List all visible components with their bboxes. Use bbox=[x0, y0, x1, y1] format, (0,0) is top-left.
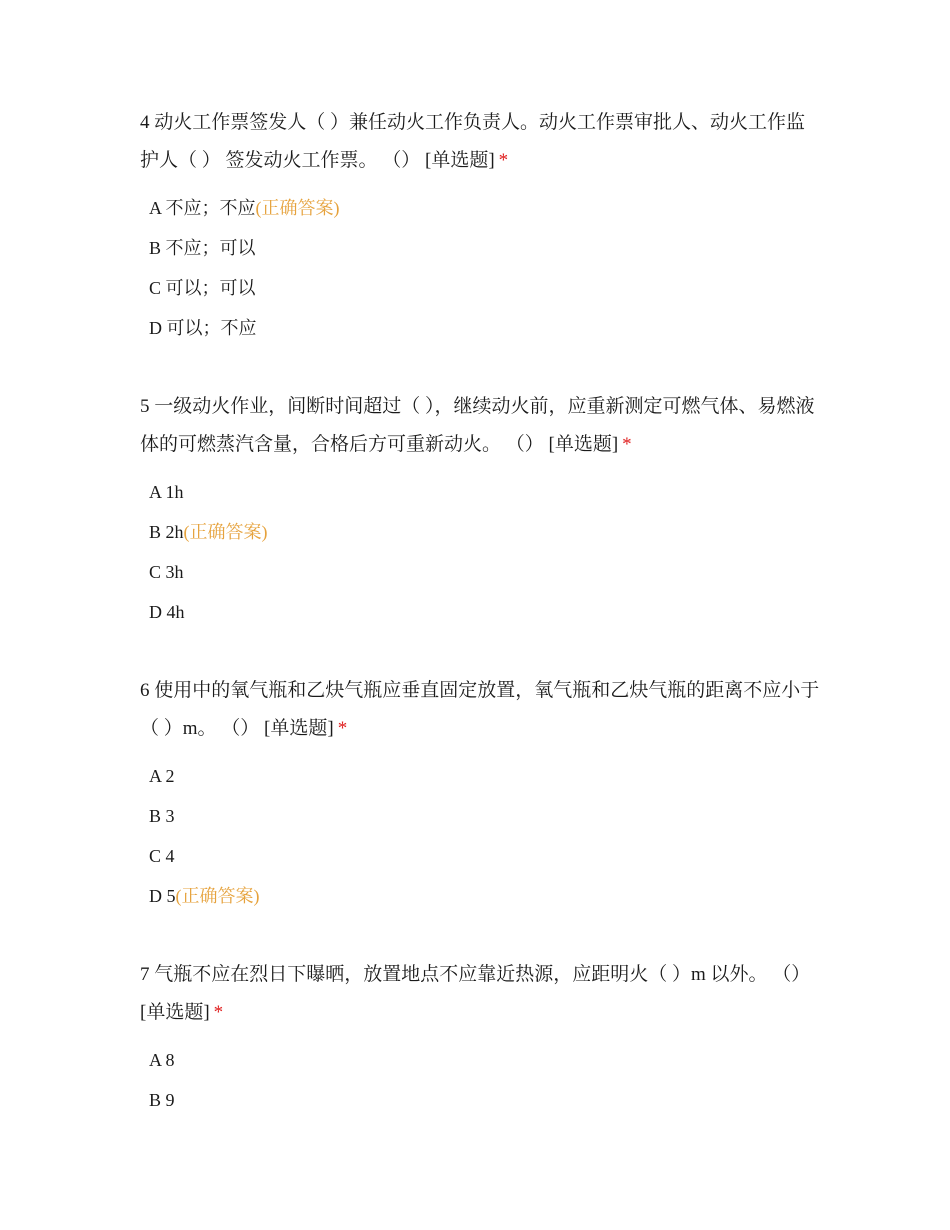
question-6 bbox=[140, 672, 820, 916]
option-b bbox=[140, 1080, 810, 1120]
question-5 bbox=[140, 388, 815, 632]
question-text: 7 气瓶不应在烈日下曝晒，放置地点不应靠近热源，应距明火（ ）m 以外。 （） [单选题] bbox=[140, 964, 811, 1023]
option-label: B 3 bbox=[149, 806, 175, 826]
option-c bbox=[140, 552, 810, 592]
question-text: 5 一级动火作业，间断时间超过（ ），继续动火前，应重新测定可燃气体、易燃液体的可燃蒸汽含量，合格后方可重新动火。 （） [单选题] bbox=[140, 396, 815, 455]
option-a bbox=[140, 756, 810, 796]
option-label: B 2h bbox=[149, 522, 184, 542]
option-d bbox=[140, 308, 810, 348]
option-b bbox=[140, 228, 810, 268]
correct-answer-tag: (正确答案) bbox=[183, 522, 268, 542]
option-label: A 8 bbox=[149, 1050, 175, 1070]
option-c bbox=[140, 268, 810, 308]
option-a bbox=[140, 1040, 810, 1080]
option-label: D 可以；不应 bbox=[149, 318, 257, 338]
question-text: 4 动火工作票签发人（ ）兼任动火工作负责人。动火工作票审批人、动火工作监护人（ ） 签发动火工作票。 （） [单选题] bbox=[140, 112, 806, 171]
question-4 bbox=[140, 104, 810, 348]
option-label: D 5 bbox=[149, 886, 176, 906]
option-label: A 不应；不应 bbox=[149, 198, 256, 218]
option-d bbox=[140, 592, 810, 632]
required-mark: * bbox=[213, 1002, 224, 1023]
correct-answer-tag: (正确答案) bbox=[175, 886, 260, 906]
question-text: 6 使用中的氧气瓶和乙炔气瓶应垂直固定放置，氧气瓶和乙炔气瓶的距离不应小于（ ）m。 （） [单选题] bbox=[140, 680, 820, 739]
option-label: D 4h bbox=[149, 602, 185, 622]
option-a bbox=[140, 472, 810, 512]
option-b bbox=[140, 512, 810, 552]
required-mark: * bbox=[622, 434, 632, 455]
option-c bbox=[140, 836, 810, 876]
option-label: B 不应；可以 bbox=[149, 238, 256, 258]
option-label: A 2 bbox=[149, 766, 175, 786]
question-7 bbox=[140, 956, 810, 1120]
option-d bbox=[140, 876, 810, 916]
option-label: C 4 bbox=[149, 846, 175, 866]
option-label: A 1h bbox=[149, 482, 184, 502]
option-a bbox=[140, 188, 810, 228]
option-b bbox=[140, 796, 810, 836]
required-mark: * bbox=[337, 718, 348, 739]
correct-answer-tag: (正确答案) bbox=[255, 198, 340, 218]
option-label: C 可以；可以 bbox=[149, 278, 256, 298]
option-label: B 9 bbox=[149, 1090, 175, 1110]
option-label: C 3h bbox=[149, 562, 184, 582]
required-mark: * bbox=[498, 150, 509, 171]
